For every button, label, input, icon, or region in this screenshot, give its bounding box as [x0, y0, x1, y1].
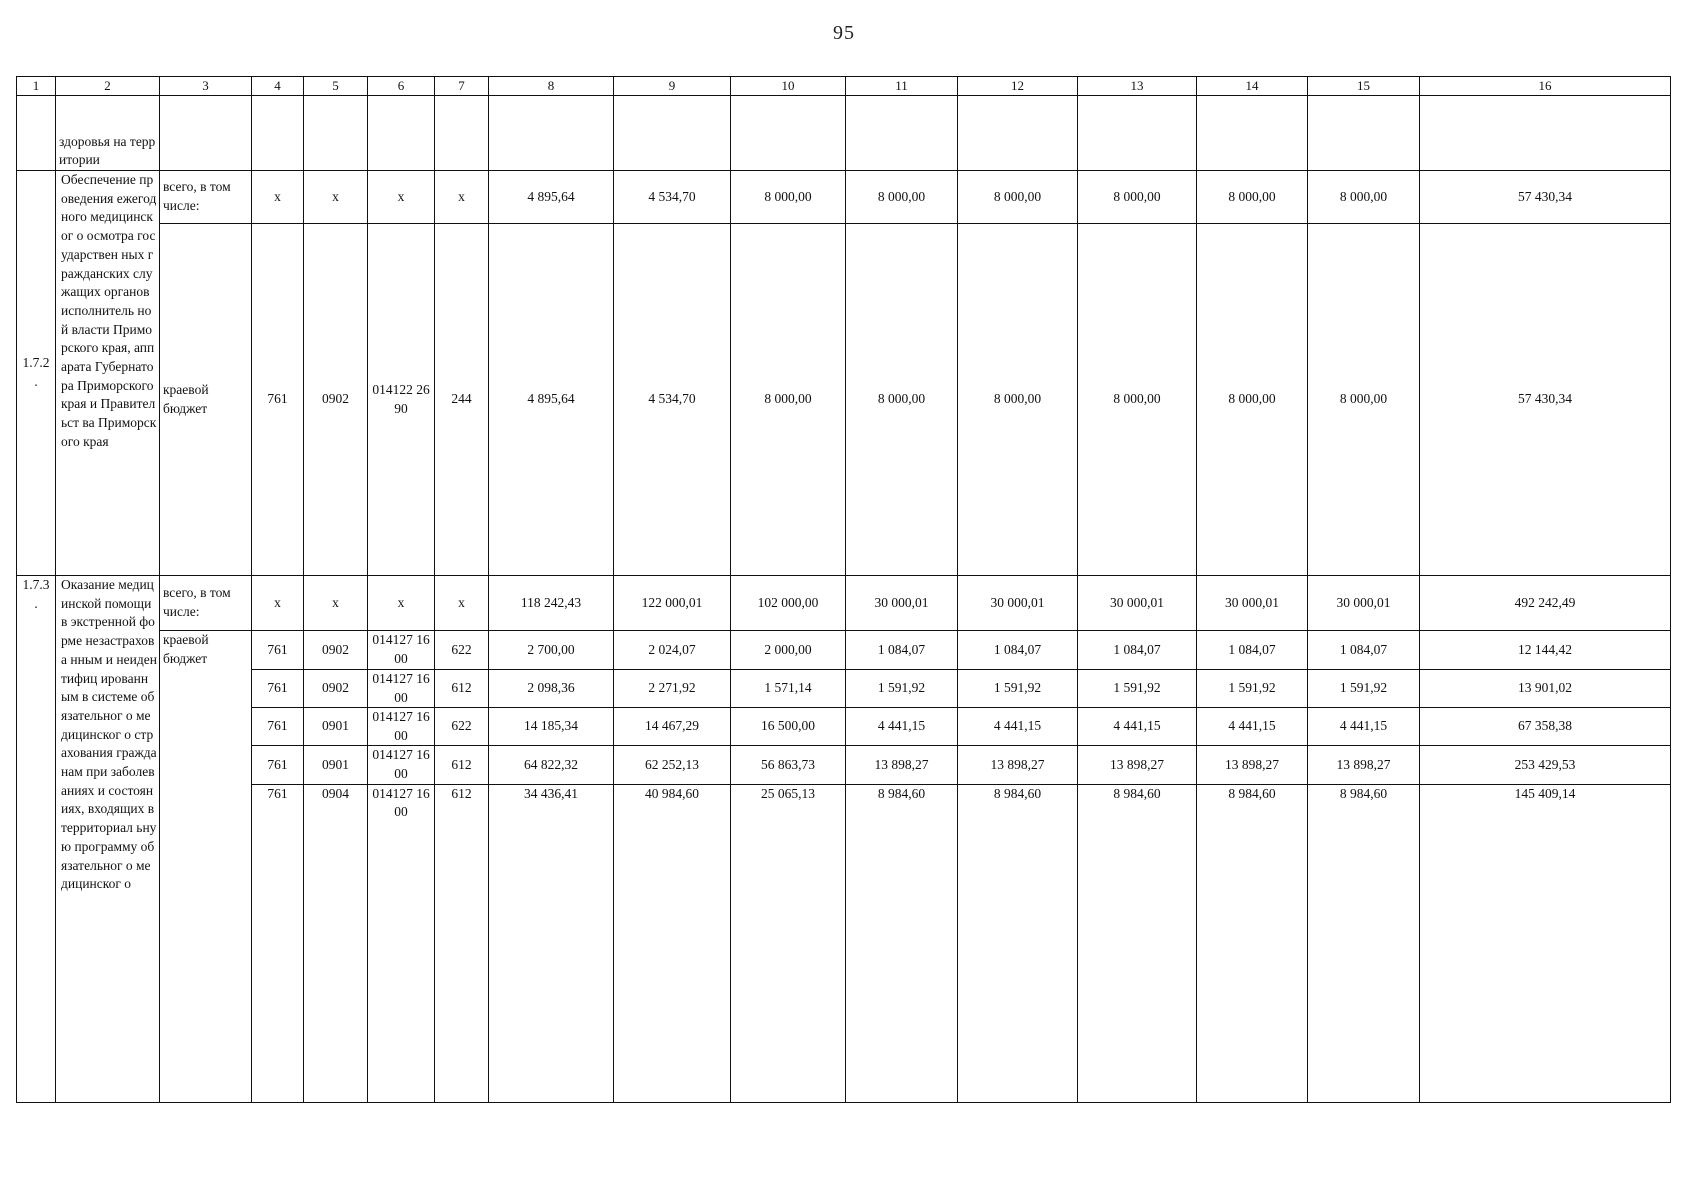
column-number: 1 [17, 77, 56, 96]
amount-cell: 1 084,07 [1308, 631, 1420, 670]
item-1-7-3-regional-row [17, 631, 1671, 670]
funding-source: всего, в том числе: [160, 171, 252, 224]
amount-cell: 4 441,15 [1197, 708, 1308, 746]
item-1-7-2-regional-row [17, 224, 1671, 576]
amount-cell: 16 500,00 [731, 708, 846, 746]
amount-cell: 1 591,92 [846, 670, 958, 708]
amount-cell: 13 898,27 [958, 746, 1078, 784]
amount-cell: 67 358,38 [1420, 708, 1671, 746]
column-number: 3 [160, 77, 252, 96]
item-1-7-3-regional-row [17, 708, 1671, 746]
cell: 014127 1600 [368, 631, 435, 670]
funding-source: всего, в том числе: [160, 576, 252, 631]
item-number: 1.7.2 . [17, 171, 56, 576]
amount-cell: 8 000,00 [1308, 171, 1420, 224]
cell: 761 [252, 224, 304, 576]
cell: 761 [252, 708, 304, 746]
amount-cell: 8 984,60 [846, 784, 958, 1102]
item-1-7-3-regional-row [17, 784, 1671, 1102]
amount-cell: 8 000,00 [731, 171, 846, 224]
cell: 612 [435, 670, 489, 708]
amount-cell: 2 271,92 [614, 670, 731, 708]
funding-source: краевой бюджет [160, 631, 252, 1103]
amount-cell: 253 429,53 [1420, 746, 1671, 784]
amount-cell: 30 000,01 [1308, 576, 1420, 631]
amount-cell: 2 024,07 [614, 631, 731, 670]
cell: 612 [435, 784, 489, 1102]
cell: 0902 [304, 631, 368, 670]
item-1-7-3-total-row [17, 576, 1671, 631]
amount-cell: 1 084,07 [1197, 631, 1308, 670]
cell: 014127 1600 [368, 784, 435, 1102]
amount-cell: 40 984,60 [614, 784, 731, 1102]
column-number: 8 [489, 77, 614, 96]
cell: x [435, 576, 489, 631]
amount-cell: 8 984,60 [1197, 784, 1308, 1102]
amount-cell: 30 000,01 [958, 576, 1078, 631]
amount-cell: 2 000,00 [731, 631, 846, 670]
cell: 014122 2690 [368, 224, 435, 576]
amount-cell: 1 591,92 [1078, 670, 1197, 708]
cell: x [252, 171, 304, 224]
amount-cell: 13 898,27 [846, 746, 958, 784]
amount-cell: 122 000,01 [614, 576, 731, 631]
amount-cell: 102 000,00 [731, 576, 846, 631]
amount-cell: 1 084,07 [958, 631, 1078, 670]
column-number: 10 [731, 77, 846, 96]
cell: x [368, 576, 435, 631]
amount-cell: 4 441,15 [1078, 708, 1197, 746]
cell: 761 [252, 784, 304, 1102]
amount-cell: 34 436,41 [489, 784, 614, 1102]
cell: x [252, 576, 304, 631]
amount-cell: 8 000,00 [1197, 224, 1308, 576]
cell: 761 [252, 631, 304, 670]
column-number: 16 [1420, 77, 1671, 96]
cell: x [368, 171, 435, 224]
amount-cell: 13 898,27 [1308, 746, 1420, 784]
amount-cell: 145 409,14 [1420, 784, 1671, 1102]
amount-cell: 8 000,00 [958, 171, 1078, 224]
amount-cell: 64 822,32 [489, 746, 614, 784]
cell: 0902 [304, 670, 368, 708]
cell: 761 [252, 670, 304, 708]
amount-cell: 25 065,13 [731, 784, 846, 1102]
amount-cell: 30 000,01 [1197, 576, 1308, 631]
budget-table [16, 76, 1671, 1103]
cell: x [435, 171, 489, 224]
amount-cell: 13 898,27 [1078, 746, 1197, 784]
amount-cell: 4 895,64 [489, 171, 614, 224]
amount-cell: 8 000,00 [1078, 171, 1197, 224]
item-1-7-2-total-row [17, 171, 1671, 224]
amount-cell: 492 242,49 [1420, 576, 1671, 631]
amount-cell: 1 084,07 [1078, 631, 1197, 670]
cell: 0901 [304, 708, 368, 746]
column-number: 12 [958, 77, 1078, 96]
amount-cell: 4 534,70 [614, 224, 731, 576]
amount-cell: 8 000,00 [731, 224, 846, 576]
item-name: Обеспечение проведения ежегодного медицинског о осмотра государствен ных гражданских служащих органов исполнитель ной власти Приморского края, аппарата Губернатора Приморского края и Правительст ва Приморского края [56, 171, 160, 576]
column-number: 6 [368, 77, 435, 96]
column-number: 9 [614, 77, 731, 96]
column-number: 7 [435, 77, 489, 96]
amount-cell: 13 901,02 [1420, 670, 1671, 708]
column-number: 11 [846, 77, 958, 96]
amount-cell: 14 467,29 [614, 708, 731, 746]
column-number: 13 [1078, 77, 1197, 96]
item-1-7-3-regional-row [17, 670, 1671, 708]
cell: 761 [252, 746, 304, 784]
amount-cell: 1 571,14 [731, 670, 846, 708]
cell: 0904 [304, 784, 368, 1102]
column-number: 2 [56, 77, 160, 96]
cell: x [304, 576, 368, 631]
amount-cell: 14 185,34 [489, 708, 614, 746]
cell: 014127 1600 [368, 708, 435, 746]
amount-cell: 4 441,15 [846, 708, 958, 746]
column-number: 15 [1308, 77, 1420, 96]
amount-cell: 8 000,00 [1308, 224, 1420, 576]
amount-cell: 56 863,73 [731, 746, 846, 784]
amount-cell: 4 895,64 [489, 224, 614, 576]
cell: 612 [435, 746, 489, 784]
amount-cell: 8 000,00 [846, 171, 958, 224]
amount-cell: 30 000,01 [846, 576, 958, 631]
item-name: Оказание медицинской помощи в экстренной форме незастрахова нным и неидентифиц ированным в системе обязательног о медицинског о страхования гражданам при заболеваниях и состояниях, входящих в территориал ьную программу обязательног о медицинског о [56, 576, 160, 1103]
cell: 0902 [304, 224, 368, 576]
cell: 244 [435, 224, 489, 576]
cell: 622 [435, 708, 489, 746]
amount-cell: 4 441,15 [1308, 708, 1420, 746]
amount-cell: 62 252,13 [614, 746, 731, 784]
column-number: 4 [252, 77, 304, 96]
amount-cell: 8 000,00 [1078, 224, 1197, 576]
amount-cell: 30 000,01 [1078, 576, 1197, 631]
item-1-7-3-regional-row [17, 746, 1671, 784]
amount-cell: 2 098,36 [489, 670, 614, 708]
cell: x [304, 171, 368, 224]
amount-cell: 1 084,07 [846, 631, 958, 670]
amount-cell: 8 984,60 [1078, 784, 1197, 1102]
amount-cell: 1 591,92 [1308, 670, 1420, 708]
amount-cell: 8 000,00 [846, 224, 958, 576]
amount-cell: 57 430,34 [1420, 171, 1671, 224]
amount-cell: 4 441,15 [958, 708, 1078, 746]
amount-cell: 8 000,00 [1197, 171, 1308, 224]
amount-cell: 118 242,43 [489, 576, 614, 631]
amount-cell: 57 430,34 [1420, 224, 1671, 576]
funding-source: краевой бюджет [160, 224, 252, 576]
column-number: 14 [1197, 77, 1308, 96]
amount-cell: 13 898,27 [1197, 746, 1308, 784]
column-number: 5 [304, 77, 368, 96]
amount-cell: 1 591,92 [958, 670, 1078, 708]
page-number: 95 [833, 22, 855, 44]
cell: 622 [435, 631, 489, 670]
carry-over-text: здоровья на территории [56, 96, 160, 171]
amount-cell: 8 000,00 [958, 224, 1078, 576]
amount-cell: 2 700,00 [489, 631, 614, 670]
amount-cell: 12 144,42 [1420, 631, 1671, 670]
carry-over-row [17, 96, 1671, 171]
item-number: 1.7.3 . [17, 576, 56, 1103]
cell: 014127 1600 [368, 670, 435, 708]
amount-cell: 8 984,60 [958, 784, 1078, 1102]
cell: 0901 [304, 746, 368, 784]
amount-cell: 4 534,70 [614, 171, 731, 224]
cell: 014127 1600 [368, 746, 435, 784]
amount-cell: 1 591,92 [1197, 670, 1308, 708]
column-number-header-row [17, 77, 1671, 96]
amount-cell: 8 984,60 [1308, 784, 1420, 1102]
